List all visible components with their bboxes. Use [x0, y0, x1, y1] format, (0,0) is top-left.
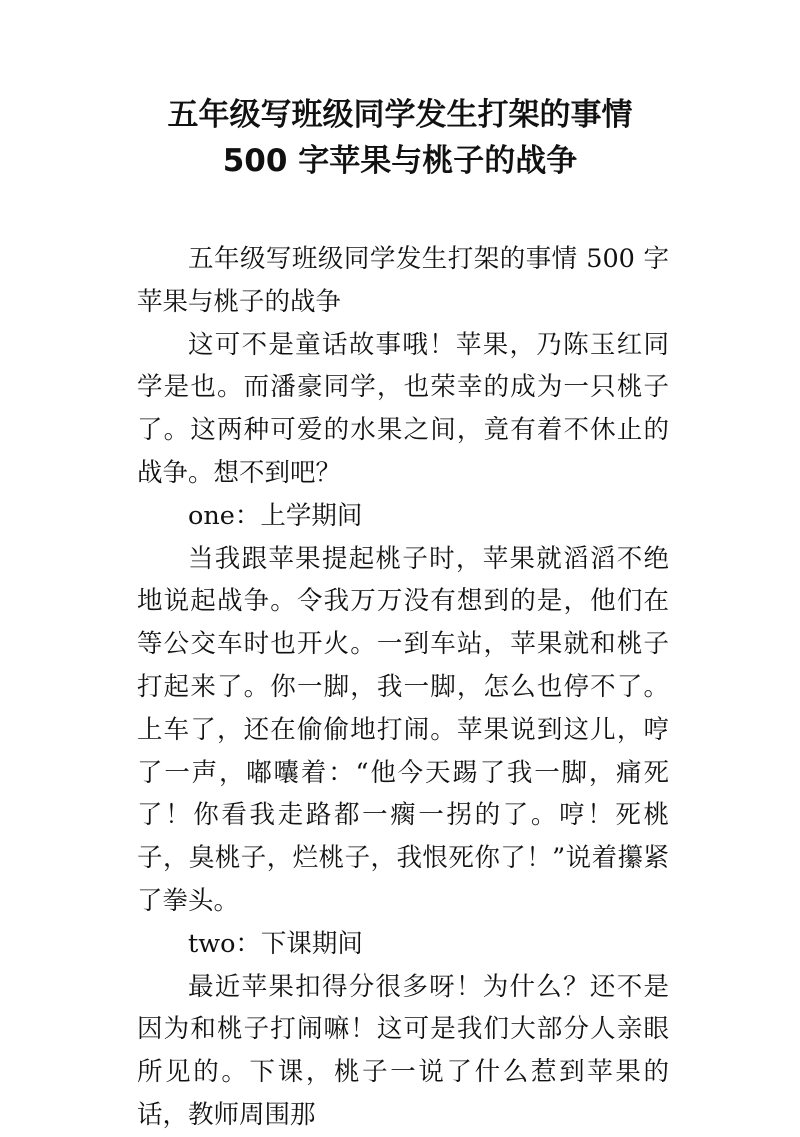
section-label-one: one：上学期间 [188, 500, 363, 531]
paragraph-intro: 五年级写班级同学发生打架的事情 500 字苹果与桃子的战争 [137, 244, 669, 317]
document-title [100, 92, 700, 184]
paragraph-opening: 这可不是童话故事哦！苹果，乃陈玉红同学是也。而潘豪同学，也荣幸的成为一只桃子了。这两种可爱的水果之间，竟有着不休止的战争。想不到吧？ [137, 329, 669, 488]
title-line-2: 500 字苹果与桃子的战争 [222, 143, 578, 179]
document-body [137, 238, 669, 1137]
paragraph-section-one: 当我跟苹果提起桃子时，苹果就滔滔不绝地说起战争。令我万万没有想到的是，他们在等公交车时也开火。一到车站，苹果就和桃子打起来了。你一脚，我一脚，怎么也停不了。上车了，还在偷偷地打闹。苹果说到这儿，哼了一声，嘟囔着：“他今天踢了我一脚，痛死了！你看我走路都一瘸一拐的了。哼！死桃子，臭桃子，烂桃子，我恨死你了！”说着攥紧了拳头。 [137, 543, 669, 916]
section-label-two: two：下课期间 [188, 928, 363, 959]
paragraph-section-two: 最近苹果扣得分很多呀！为什么？还不是因为和桃子打闹嘛！这可是我们大部分人亲眼所见的。下课，桃子一说了什么惹到苹果的话，教师周围那 [137, 971, 669, 1130]
title-line-1: 五年级写班级同学发生打架的事情 [167, 97, 633, 133]
